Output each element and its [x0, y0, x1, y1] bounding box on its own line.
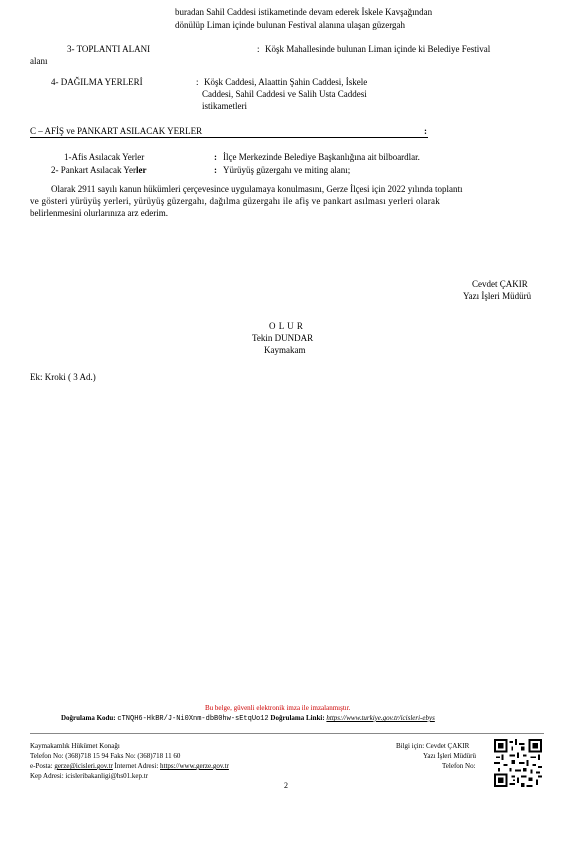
approval-title: Kaymakam	[264, 345, 306, 355]
verification-code: cTNQH6-HkBR/J-Ni0Xnm-dbB0hw-sEtqUo12	[117, 715, 269, 723]
verification-link[interactable]: https://www.turkiye.gov.tr/icisleri-ebys	[326, 714, 435, 722]
section4-value-line-2: Caddesi, Sahil Caddesi ve Salih Usta Caddesi	[202, 89, 367, 99]
footer-kep: Kep Adresi: icisleribakanligi@hs01.kep.tr	[30, 772, 149, 780]
section4-value-line-3: istikametleri	[202, 101, 247, 111]
verification-line	[61, 714, 435, 724]
qr-code-icon	[494, 739, 542, 787]
footer-info-title: Yazı İşleri Müdürü	[423, 752, 476, 760]
banner-places-value: Yürüyüş güzergahı ve miting alanı;	[223, 165, 351, 175]
paragraph-line-3: belirlenmesini olurlarınıza arz ederim.	[30, 208, 168, 218]
footer-phone: Telefon No: (368)718 15 94 Faks No: (368)718 11 60	[30, 752, 181, 760]
verification-link-label: Doğrulama Linki:	[270, 714, 325, 722]
route-line-1: buradan Sahil Caddesi istikametinde devam ederek İskele Kavşağından	[175, 7, 433, 17]
footer-info-phone: Telefon No:	[442, 762, 476, 770]
banner-places-sep: :	[214, 165, 217, 175]
section4-label: 4- DAĞILMA YERLERİ	[51, 77, 143, 87]
paragraph-line-2: ve gösteri yürüyüş yerleri, yürüyüş güzergahı, dağılma güzergahı ile afiş ve pankart asılması yerleri olarak	[30, 196, 441, 206]
section4-sep: :	[196, 77, 199, 87]
poster-places-label: 1-Afis Asılacak Yerler	[64, 152, 145, 162]
footer-divider	[30, 733, 544, 734]
approval-olur: O L U R	[269, 321, 304, 331]
section3-sep: :	[257, 44, 260, 54]
signer-name: Cevdet ÇAKIR	[472, 279, 528, 289]
poster-places-sep: :	[214, 152, 217, 162]
route-line-2: dönülüp Liman içinde bulunan Festival alanına ulaşan güzergah	[175, 20, 406, 30]
footer-email-link[interactable]: gerze@icisleri.gov.tr	[54, 762, 113, 770]
footer-web-label: İnternet Adresi:	[114, 762, 159, 770]
e-signature-notice: Bu belge, güvenli elektronik imza ile imzalanmıştır.	[205, 704, 351, 712]
footer-org: Kaymakamlık Hükümet Konağı	[30, 742, 120, 750]
section-c-title: C – AFİŞ ve PANKART ASILACAK YERLER	[30, 126, 203, 136]
verification-code-label: Doğrulama Kodu:	[61, 714, 116, 722]
section3-label: 3- TOPLANTI ALANI	[67, 44, 151, 54]
approval-name: Tekin DUNDAR	[252, 333, 314, 343]
footer-info-label: Bilgi için: Cevdet ÇAKIR	[396, 742, 470, 750]
attachment-note: Ek: Kroki ( 3 Ad.)	[30, 372, 96, 382]
section-c-underline	[30, 137, 428, 138]
poster-places-value: İlçe Merkezinde Belediye Başkanlığına ait bilboardlar.	[223, 152, 420, 162]
section3-value-cont: alanı	[30, 56, 48, 66]
section-c-colon: :	[424, 126, 427, 136]
paragraph-line-1: Olarak 2911 sayılı kanun hükümleri çerçevesince uygulamaya konulmasını, Gerze İlçesi için 2022 yılında toplantı	[51, 184, 463, 194]
signer-title: Yazı İşleri Müdürü	[463, 291, 532, 301]
footer-email-label: e-Posta:	[30, 762, 53, 770]
footer-web-link[interactable]: https://www.gerze.gov.tr	[160, 762, 229, 770]
banner-places-label: 2- Pankart Asılacak Yerler	[51, 165, 147, 175]
footer-contact	[30, 762, 229, 771]
section3-value: Köşk Mahallesinde bulunan Liman içinde ki Belediye Festival	[265, 44, 491, 54]
section4-value-line-1: Köşk Caddesi, Alaattin Şahin Caddesi, İskele	[204, 77, 368, 87]
page-number: 2	[284, 781, 288, 790]
